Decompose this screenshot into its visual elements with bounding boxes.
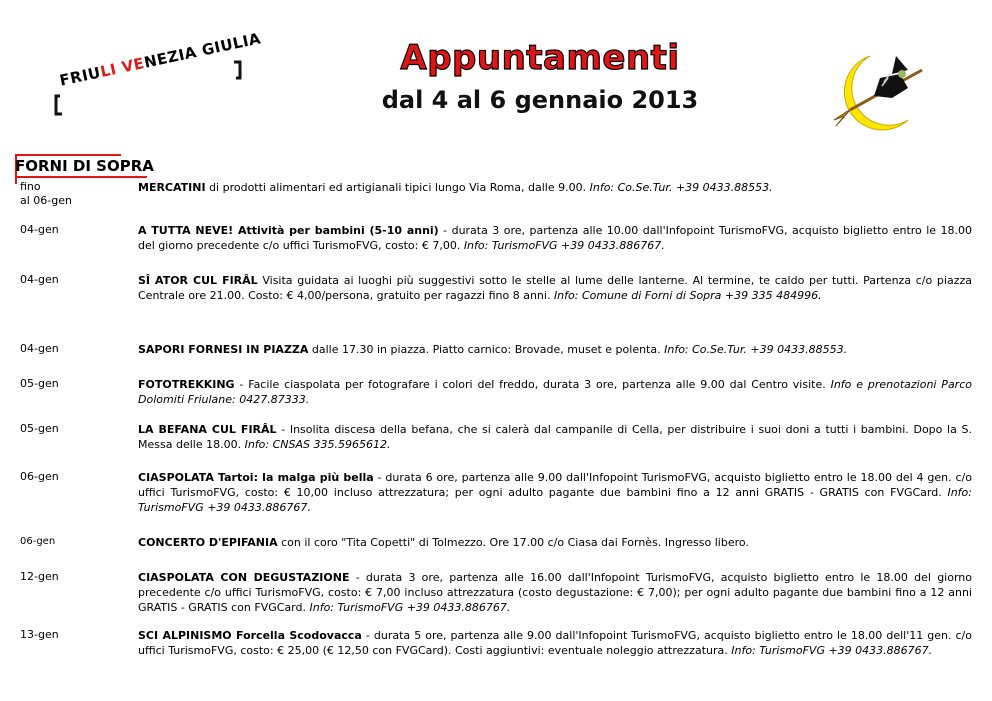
event-text: Visita guidata ai luoghi più suggestivi sotto le stelle al lume delle lanterne. Al termine, te caldo per tutti. Partenza c/o piazza Centrale ore 21.00. Costo: € 4,00/persona, gratuito per ragazzi fino 8 anni. bbox=[138, 274, 972, 302]
event-date: 05-gen bbox=[20, 377, 59, 390]
event-text: - durata 5 ore, partenza alle 9.00 dall'Infopoint TurismoFVG, acquisto biglietto entro le 18.00 dell'11 gen. c/o uffici TurismoFVG, costo: € 25,00 (€ 12,50 con FVGCard). Costi aggiuntivi: eventuale noleggio attrezzatura. bbox=[138, 629, 972, 657]
event-name: CIASPOLATA Tartoi: la malga più bella bbox=[138, 471, 374, 484]
event-text: dalle 17.30 in piazza. Piatto carnico: Brovade, muset e polenta. bbox=[308, 343, 665, 356]
logo-text-part: LI bbox=[98, 60, 119, 81]
event-info: Info: TurismoFVG +39 0433.886767. bbox=[309, 601, 511, 614]
event-info: Info: TurismoFVG +39 0433.886767. bbox=[463, 239, 665, 252]
broom-bristles bbox=[834, 110, 850, 126]
event-text: - durata 3 ore, partenza alle 10.00 dall'Infopoint TurismoFVG, acquisto biglietto entro le 18.00 del giorno precedente c/o uffici TurismoFVG, costo: € 7,00. bbox=[138, 224, 972, 252]
event-description bbox=[138, 377, 972, 407]
event-date: 06-gen bbox=[20, 536, 56, 547]
event-text: con il coro "Tita Copetti" di Tolmezzo. Ore 17.00 c/o Ciasa dai Fornès. Ingresso libero. bbox=[277, 536, 749, 549]
event-date: fino al 06-gen bbox=[20, 180, 72, 207]
section-underline bbox=[15, 176, 147, 178]
event-info: Info: TurismoFVG +39 0433.886767. bbox=[731, 644, 933, 657]
event-text: - durata 6 ore, partenza alle 9.00 dall'Infopoint TurismoFVG, acquisto biglietto entro le 18.00 del 4 gen. c/o uffici TurismoFVG, costo: € 10,00 incluso attrezzatura; per ogni adulto pagante due bambini fino a 12 anni GRATIS - GRATIS con FVGCard. bbox=[138, 471, 972, 499]
event-description bbox=[138, 342, 972, 357]
event-text: - Insolita discesa della befana, che si calerà dal campanile di Cella, per distribuire i suoi doni a tutti i bambini. Dopo la S. Messa delle 18.00. bbox=[138, 423, 972, 451]
event-info: Info: Comune di Forni di Sopra +39 335 484996. bbox=[553, 289, 822, 302]
event-info: Info: Co.Se.Tur. +39 0433.88553. bbox=[664, 343, 848, 356]
event-info: Info: CNSAS 335.5965612. bbox=[244, 438, 391, 451]
event-description bbox=[138, 570, 972, 615]
section-title: FORNI DI SOPRA bbox=[15, 157, 154, 175]
event-info: Info e prenotazioni Parco Dolomiti Friulane: 0427.87333. bbox=[138, 378, 972, 406]
witch-face bbox=[898, 70, 906, 78]
event-description bbox=[138, 628, 972, 658]
logo-text-part: VE bbox=[120, 54, 147, 77]
event-info: Info: Co.Se.Tur. +39 0433.88553. bbox=[589, 181, 773, 194]
event-description bbox=[138, 535, 972, 550]
event-date: 04-gen bbox=[20, 223, 59, 236]
event-date: 06-gen bbox=[20, 470, 59, 483]
event-description bbox=[138, 180, 972, 195]
event-name: CONCERTO D'EPIFANIA bbox=[138, 536, 278, 549]
event-text: - Facile ciaspolata per fotografare i colori del freddo, durata 3 ore, partenza alle 9.00 dal Centro visite. bbox=[234, 378, 831, 391]
event-name: SAPORI FORNESI IN PIAZZA bbox=[138, 343, 309, 356]
event-date: 05-gen bbox=[20, 422, 59, 435]
event-text: di prodotti alimentari ed artigianali tipici lungo Via Roma, dalle 9.00. bbox=[205, 181, 590, 194]
witch-on-moon-illustration bbox=[830, 48, 930, 133]
page-title: Appuntamenti bbox=[400, 38, 680, 78]
event-description bbox=[138, 422, 972, 452]
event-date: 12-gen bbox=[20, 570, 59, 583]
event-description bbox=[138, 273, 972, 303]
event-date: 04-gen bbox=[20, 342, 59, 355]
logo-text-part: FRIU bbox=[58, 63, 103, 90]
event-info: Info: TurismoFVG +39 0433.886767. bbox=[138, 486, 972, 514]
event-date: 04-gen bbox=[20, 273, 59, 286]
event-description bbox=[138, 223, 972, 253]
event-description bbox=[138, 470, 972, 515]
event-name: SCI ALPINISMO Forcella Scodovacca bbox=[138, 629, 362, 642]
event-name: LA BEFANA CUL FIRÂL bbox=[138, 423, 277, 436]
event-name: CIASPOLATA CON DEGUSTAZIONE bbox=[138, 571, 350, 584]
event-date: 13-gen bbox=[20, 628, 59, 641]
event-text: - durata 3 ore, partenza alle 16.00 dall'Infopoint TurismoFVG, acquisto biglietto entro le 18.00 del giorno precedente c/o uffici TurismoFVG, costo: € 7,00 incluso attrezzatura (costo degustazione: € 7,00); per ogni adulto pagante due bambini fino a 12 anni GRATIS - GRATIS con FVGCard. bbox=[138, 571, 973, 614]
event-name: SÎ ATOR CUL FIRÂL bbox=[138, 274, 258, 287]
event-name: A TUTTA NEVE! Attività per bambini (5-10 anni) bbox=[138, 224, 439, 237]
page-subtitle: dal 4 al 6 gennaio 2013 bbox=[381, 86, 699, 114]
event-name: MERCATINI bbox=[138, 181, 206, 194]
logo-text-part: NEZIA GIULIA bbox=[142, 29, 263, 72]
event-name: FOTOTREKKING bbox=[138, 378, 235, 391]
